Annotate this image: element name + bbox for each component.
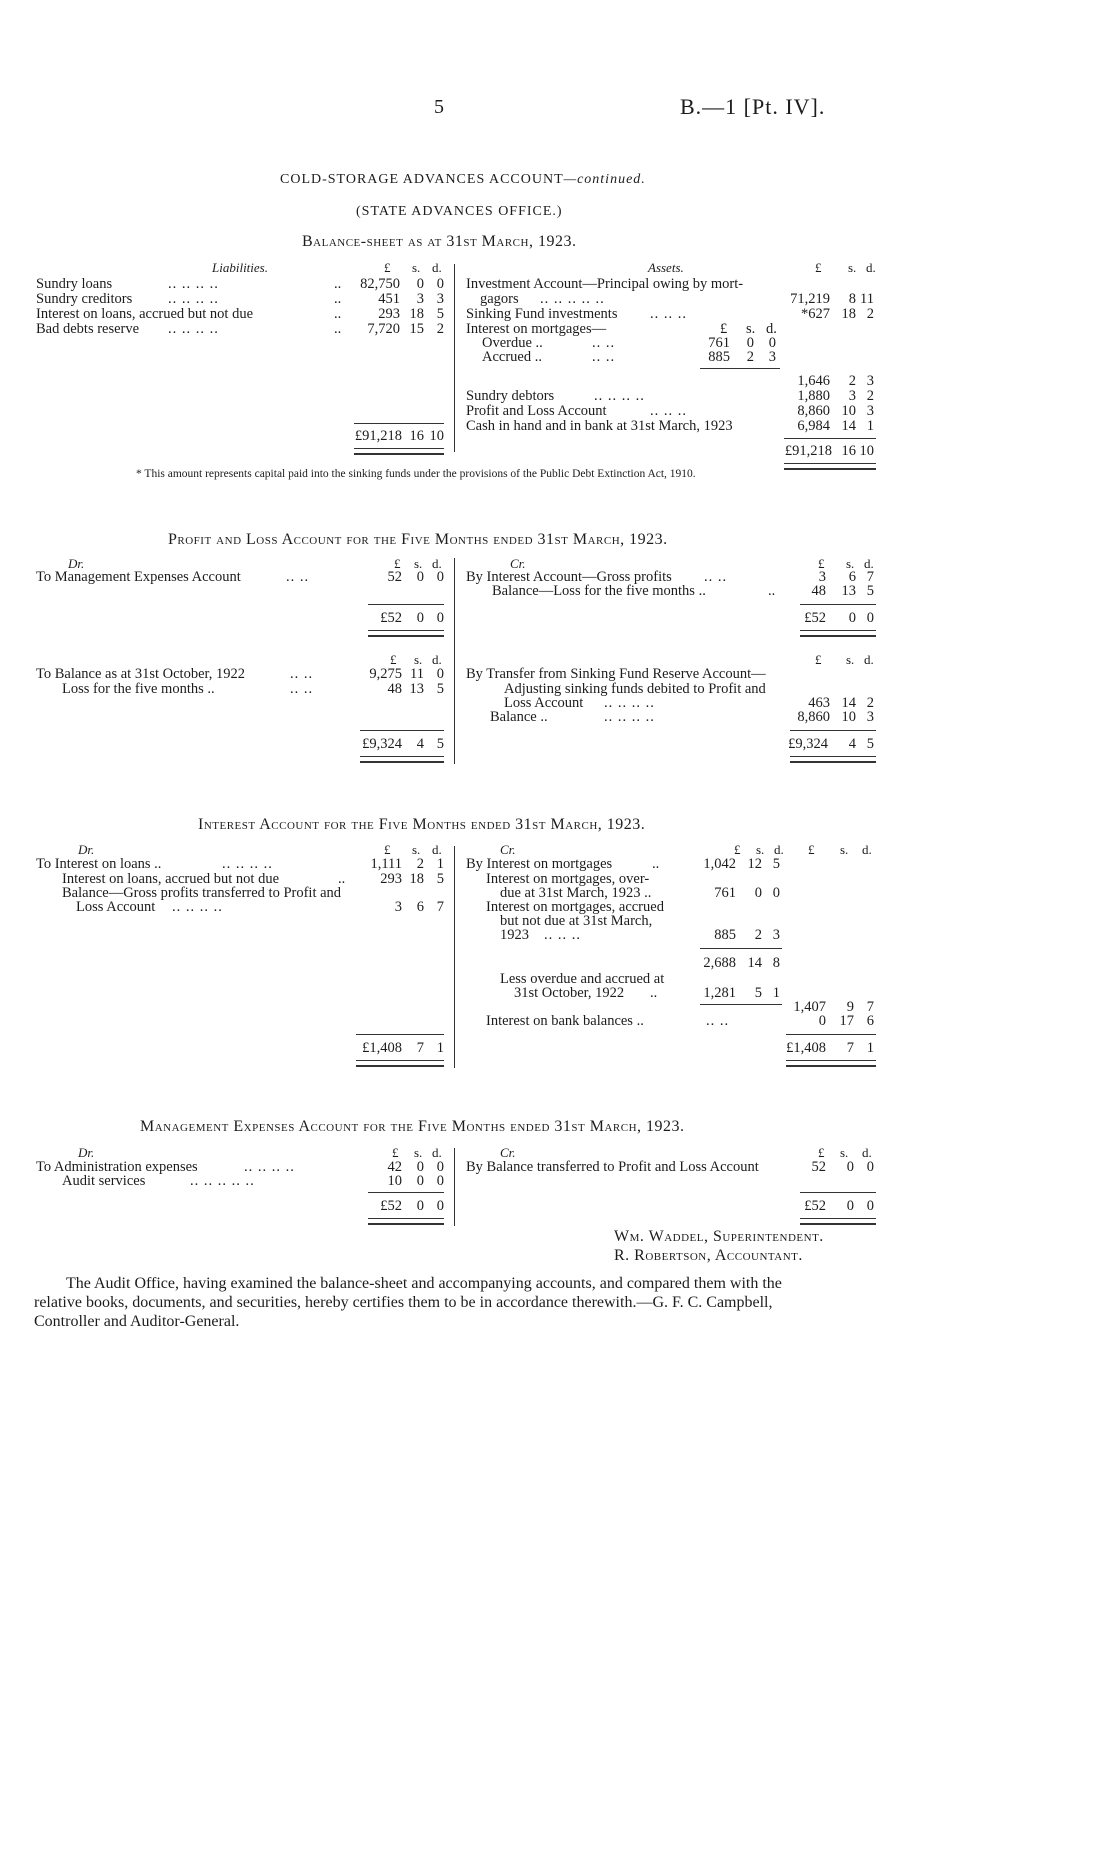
audit-line-3: Controller and Auditor-General. [34, 1313, 240, 1330]
pence-value: 2 [436, 321, 444, 337]
leader-dots: .. .. [286, 569, 310, 585]
audit-line-2: relative books, documents, and securities, hereby certifies them to be in accordance therewith.—G. F. C. Campbell, [34, 1294, 773, 1311]
credit-entry-label: Interest on bank balances .. [486, 1013, 644, 1029]
leader-dots: .. .. [290, 681, 314, 697]
leader-dots: .. .. [592, 335, 616, 351]
total-rule [354, 423, 444, 424]
liability-label: Sundry creditors [36, 291, 133, 307]
asset-investment-line1: Investment Account—Principal owing by mort- [466, 276, 744, 292]
leader-dots: .. .. .. .. [222, 856, 273, 872]
leader-dots: .. [334, 276, 342, 292]
money-head-shillings: s. [846, 652, 855, 667]
leader-dots: .. .. .. [650, 403, 687, 419]
pounds-value: 2,688 [703, 955, 736, 971]
pence-value: 2 [866, 306, 874, 322]
double-rule [360, 756, 444, 763]
shillings-value: 14 [841, 695, 856, 711]
money-head-pounds: £ [815, 652, 822, 667]
money-head-pounds: £ [390, 652, 397, 667]
leader-dots: .. [652, 856, 660, 872]
debit-heading: Dr. [78, 1145, 95, 1160]
leader-dots: .. .. .. .. [172, 899, 223, 915]
pounds-value: 293 [380, 871, 402, 887]
pence-value: 5 [436, 306, 444, 322]
pounds-value: 82,750 [360, 276, 400, 292]
pence-value: 5 [436, 681, 444, 697]
shillings-value: 0 [846, 1159, 854, 1175]
sub-head-pounds: £ [720, 321, 728, 337]
money-head-pence: d. [432, 652, 442, 667]
pence-value: 0 [768, 335, 776, 351]
pence-value: 0 [436, 569, 444, 585]
asset-sinking-label: Sinking Fund investments [466, 306, 618, 322]
shillings-value: 0 [746, 335, 754, 351]
leader-dots: .. [334, 321, 342, 337]
credit-entry-label: By Interest on mortgages [466, 856, 613, 872]
shillings-value: 10 [841, 709, 856, 725]
double-rule [368, 630, 444, 637]
debit-entry-label: To Management Expenses Account [36, 569, 241, 585]
asset-accrued-label: Accrued .. [482, 349, 542, 365]
credit-total-pounds: £1,408 [786, 1040, 826, 1056]
debit-total-shillings: 7 [416, 1040, 424, 1056]
assets-heading: Assets. [648, 260, 684, 275]
page-number: 5 [434, 96, 444, 118]
debit-entry-label: Audit services [62, 1173, 146, 1189]
shillings-value: 15 [409, 321, 424, 337]
pounds-value: *627 [801, 306, 830, 322]
pence-value: 0 [436, 1159, 444, 1175]
cold-storage-title-suffix: —continued. [563, 172, 646, 187]
pounds-value: 463 [808, 695, 830, 711]
shillings-value: 8 [848, 291, 856, 307]
shillings-value: 0 [754, 885, 762, 901]
pence-value: 3 [768, 349, 776, 365]
assets-money-head-pence: d. [866, 260, 876, 275]
double-rule [356, 1060, 444, 1067]
debit-entry-label: Interest on loans, accrued but not due [62, 871, 280, 887]
liability-label: Interest on loans, accrued but not due [36, 306, 254, 322]
shillings-value: 6 [416, 899, 424, 915]
debit-entry-label: Loss Account [76, 899, 156, 915]
pounds-value: 42 [387, 1159, 402, 1175]
shillings-value: 0 [416, 1159, 424, 1175]
pounds-value: 761 [714, 885, 736, 901]
pounds-value: 761 [708, 335, 730, 351]
balance-sheet-title: Balance-sheet as at 31st March, 1923. [302, 233, 577, 250]
footnote: * This amount represents capital paid into the sinking funds under the provisions of the Public Debt Extinction Act, 1910. [136, 468, 696, 480]
shillings-value: 0 [416, 1173, 424, 1189]
pounds-value: 451 [378, 291, 400, 307]
pounds-value: 9,275 [369, 666, 402, 682]
double-rule [786, 1060, 876, 1067]
asset-pl-label: Profit and Loss Account [466, 403, 607, 419]
pounds-value: 1,111 [370, 856, 402, 872]
liabilities-total-pence: 10 [429, 428, 444, 444]
money-head-shillings: s. [846, 556, 855, 571]
subtotal-rule [700, 1004, 782, 1005]
shillings-value: 13 [841, 583, 856, 599]
interest-title: Interest Account for the Five Months ended 31st March, 1923. [198, 816, 646, 833]
assets-money-head-pounds: £ [815, 260, 822, 275]
credit-entry-label: but not due at 31st March, [500, 913, 653, 929]
pounds-value: 3 [818, 569, 826, 585]
asset-debtors-label: Sundry debtors [466, 388, 555, 404]
money-head-pounds: £ [734, 842, 741, 857]
assets-money-head-shillings: s. [848, 260, 857, 275]
leader-dots: .. .. .. .. [604, 709, 655, 725]
pounds-value: 52 [387, 569, 402, 585]
cold-storage-title: COLD-STORAGE ADVANCES ACCOUNT [280, 172, 564, 187]
column-divider [454, 846, 455, 1068]
money-head-shillings: s. [414, 652, 423, 667]
asset-overdue-label: Overdue .. [482, 335, 543, 351]
debit-total-pounds: £9,324 [362, 736, 402, 752]
debit-entry-label: Balance—Gross profits transferred to Profit and [62, 885, 342, 901]
double-rule [784, 463, 876, 470]
credit-entry-label: By Interest Account—Gross profits [466, 569, 672, 585]
total-rule [800, 604, 876, 605]
total-rule [368, 1192, 444, 1193]
pounds-value: 7,720 [367, 321, 400, 337]
leader-dots: .. [334, 306, 342, 322]
total-rule [790, 730, 876, 731]
credit-total-pence: 5 [866, 736, 874, 752]
shillings-value: 13 [409, 681, 424, 697]
debit-total-pence: 1 [436, 1040, 444, 1056]
signature-superintendent: Wm. Waddel, Superintendent. [614, 1228, 824, 1245]
leader-dots: .. .. .. .. .. [540, 291, 605, 307]
double-rule [368, 1218, 444, 1225]
total-rule [784, 438, 876, 439]
leader-dots: .. .. .. .. [168, 291, 219, 307]
pounds-value: 8,860 [797, 709, 830, 725]
money-head-pence: d. [864, 556, 874, 571]
leader-dots: .. .. .. .. [168, 321, 219, 337]
money-head-shillings: s. [412, 842, 421, 857]
shillings-value: 2 [746, 349, 754, 365]
shillings-value: 5 [754, 985, 762, 1001]
pence-value: 5 [866, 583, 874, 599]
leader-dots: .. .. [592, 349, 616, 365]
money-head-pence: d. [432, 842, 442, 857]
pounds-value: 71,219 [790, 291, 830, 307]
leader-dots: .. .. .. .. [604, 695, 655, 711]
double-rule [354, 448, 444, 455]
leader-dots: .. [768, 583, 776, 599]
credit-entry-label: Interest on mortgages, over- [486, 871, 650, 887]
liability-label: Bad debts reserve [36, 321, 140, 337]
money-head-pounds: £ [818, 1145, 825, 1160]
pounds-value: 0 [818, 1013, 826, 1029]
pence-value: 3 [436, 291, 444, 307]
leader-dots: .. [650, 985, 658, 1001]
pence-value: 1 [772, 985, 780, 1001]
shillings-value: 14 [747, 955, 762, 971]
credit-total-shillings: 7 [846, 1040, 854, 1056]
pence-value: 0 [772, 885, 780, 901]
leader-dots: .. .. [706, 1013, 730, 1029]
pounds-value: 1,880 [797, 388, 830, 404]
audit-line-1: The Audit Office, having examined the balance-sheet and accompanying accounts, and compared them with the [66, 1275, 782, 1292]
money-head-shillings: s. [412, 260, 421, 275]
money-head-pence: d. [862, 842, 872, 857]
liabilities-total-pounds: £91,218 [354, 428, 402, 444]
shillings-value: 10 [841, 403, 856, 419]
credit-entry-label: Balance .. [490, 709, 548, 725]
double-rule [790, 756, 876, 763]
pounds-value: 3 [394, 899, 402, 915]
shillings-value: 9 [846, 999, 854, 1015]
money-head-pounds: £ [808, 842, 815, 857]
credit-total-pounds: £52 [804, 1198, 826, 1214]
section-subtitle: (STATE ADVANCES OFFICE.) [356, 204, 563, 219]
pounds-value: 52 [811, 1159, 826, 1175]
pence-value: 3 [772, 927, 780, 943]
pence-value: 3 [866, 373, 874, 389]
shillings-value: 18 [409, 871, 424, 887]
credit-entry-label: Interest on mortgages, accrued [486, 899, 664, 915]
debit-total-pounds: £52 [380, 1198, 402, 1214]
money-head-shillings: s. [840, 842, 849, 857]
pence-value: 11 [860, 291, 874, 307]
leader-dots: .. .. .. .. .. [190, 1173, 255, 1189]
debit-total-pence: 0 [436, 1198, 444, 1214]
column-divider [454, 264, 455, 452]
pence-value: 3 [866, 709, 874, 725]
leader-dots: .. .. .. .. [594, 388, 645, 404]
total-rule [368, 604, 444, 605]
total-rule [786, 1034, 876, 1035]
pounds-value: 1,646 [797, 373, 830, 389]
credit-total-shillings: 0 [846, 1198, 854, 1214]
pence-value: 3 [866, 403, 874, 419]
leader-dots: .. .. .. .. [168, 276, 219, 292]
money-head-pounds: £ [384, 842, 391, 857]
leader-dots: .. [338, 871, 346, 887]
debit-total-shillings: 0 [416, 1198, 424, 1214]
pounds-value: 293 [378, 306, 400, 322]
assets-total-pence: 10 [859, 443, 874, 459]
debit-total-shillings: 4 [416, 736, 424, 752]
money-head-pence: d. [432, 1145, 442, 1160]
shillings-value: 11 [410, 666, 424, 682]
pounds-value: 885 [708, 349, 730, 365]
credit-entry-label: Loss Account [504, 695, 584, 711]
leader-dots: .. .. .. [650, 306, 687, 322]
asset-investment-line2: gagors [480, 291, 519, 307]
shillings-value: 3 [416, 291, 424, 307]
shillings-value: 6 [848, 569, 856, 585]
pence-value: 0 [436, 666, 444, 682]
sub-head-shillings: s. [746, 321, 756, 337]
pounds-value: 1,407 [793, 999, 826, 1015]
credit-entry-label: 1923 [500, 927, 529, 943]
credit-total-pounds: £52 [804, 610, 826, 626]
credit-entry-label: By Transfer from Sinking Fund Reserve Account— [466, 666, 766, 682]
total-rule [356, 1034, 444, 1035]
money-head-pounds: £ [384, 260, 391, 275]
column-divider [454, 558, 455, 764]
assets-total-shillings: 16 [841, 443, 856, 459]
pence-value: 2 [866, 695, 874, 711]
credit-entry-label: 31st October, 1922 [514, 985, 625, 1001]
pounds-value: 1,281 [703, 985, 736, 1001]
column-divider [454, 1148, 455, 1226]
credit-heading: Cr. [500, 1145, 516, 1160]
shillings-value: 0 [416, 569, 424, 585]
shillings-value: 17 [839, 1013, 854, 1029]
shillings-value: 14 [841, 418, 856, 434]
total-rule [360, 730, 444, 731]
credit-entry-label: Less overdue and accrued at [500, 971, 665, 987]
pence-value: 7 [866, 999, 874, 1015]
debit-heading: Dr. [78, 842, 95, 857]
shillings-value: 18 [841, 306, 856, 322]
total-rule [800, 1192, 876, 1193]
credit-heading: Cr. [510, 556, 526, 571]
pence-value: 2 [866, 388, 874, 404]
debit-total-pounds: £1,408 [362, 1040, 402, 1056]
shillings-value: 2 [848, 373, 856, 389]
debit-total-pence: 5 [436, 736, 444, 752]
debit-heading: Dr. [68, 556, 85, 571]
leader-dots: .. .. [290, 666, 314, 682]
liabilities-total-shillings: 16 [409, 428, 424, 444]
profit-loss-title: Profit and Loss Account for the Five Months ended 31st March, 1923. [168, 531, 668, 548]
subtotal-rule [700, 368, 780, 369]
money-head-pence: d. [862, 1145, 872, 1160]
pence-value: 8 [772, 955, 780, 971]
asset-cash-label: Cash in hand and in bank at 31st March, 1923 [466, 418, 733, 434]
shillings-value: 2 [416, 856, 424, 872]
asset-interest-label: Interest on mortgages— [466, 321, 607, 337]
money-head-pence: d. [432, 260, 442, 275]
double-rule [800, 1218, 876, 1225]
pence-value: 1 [436, 856, 444, 872]
pounds-value: 48 [387, 681, 402, 697]
double-rule [800, 630, 876, 637]
credit-entry-label: Adjusting sinking funds debited to Profit and [504, 681, 766, 697]
money-head-pence: d. [864, 652, 874, 667]
credit-total-pence: 0 [866, 610, 874, 626]
debit-entry-label: To Interest on loans .. [36, 856, 162, 872]
credit-entry-label: By Balance transferred to Profit and Loss Account [466, 1159, 759, 1175]
management-title: Management Expenses Account for the Five Months ended 31st March, 1923. [140, 1118, 685, 1135]
pounds-value: 885 [714, 927, 736, 943]
pence-value: 1 [866, 418, 874, 434]
signature-accountant: R. Robertson, Accountant. [614, 1247, 803, 1264]
sub-head-pence: d. [766, 321, 777, 337]
money-head-shillings: s. [414, 1145, 423, 1160]
assets-total-pounds: £91,218 [784, 443, 832, 459]
pounds-value: 1,042 [703, 856, 736, 872]
credit-total-pence: 0 [866, 1198, 874, 1214]
money-head-pence: d. [432, 556, 442, 571]
pence-value: 6 [866, 1013, 874, 1029]
pounds-value: 10 [387, 1173, 402, 1189]
credit-heading: Cr. [500, 842, 516, 857]
debit-entry-label: Loss for the five months .. [62, 681, 215, 697]
pence-value: 5 [772, 856, 780, 872]
shillings-value: 3 [848, 388, 856, 404]
money-head-shillings: s. [840, 1145, 849, 1160]
pence-value: 7 [436, 899, 444, 915]
pence-value: 0 [866, 1159, 874, 1175]
money-head-pounds: £ [392, 1145, 399, 1160]
shillings-value: 0 [416, 276, 424, 292]
money-head-shillings: s. [414, 556, 423, 571]
money-head-shillings: s. [756, 842, 765, 857]
leader-dots: .. .. .. [544, 927, 581, 943]
shillings-value: 12 [747, 856, 762, 872]
pence-value: 0 [436, 276, 444, 292]
credit-total-shillings: 0 [848, 610, 856, 626]
credit-entry-label: due at 31st March, 1923 .. [500, 885, 652, 901]
subtotal-rule [700, 948, 782, 949]
debit-entry-label: To Administration expenses [36, 1159, 198, 1175]
credit-total-pounds: £9,324 [788, 736, 828, 752]
pounds-value: 8,860 [797, 403, 830, 419]
pence-value: 5 [436, 871, 444, 887]
shillings-value: 18 [409, 306, 424, 322]
shillings-value: 2 [754, 927, 762, 943]
credit-total-pence: 1 [866, 1040, 874, 1056]
debit-total-shillings: 0 [416, 610, 424, 626]
pence-value: 0 [436, 1173, 444, 1189]
debit-total-pounds: £52 [380, 610, 402, 626]
pounds-value: 6,984 [797, 418, 830, 434]
debit-entry-label: To Balance as at 31st October, 1922 [36, 666, 245, 682]
debit-total-pence: 0 [436, 610, 444, 626]
document-reference: B.—1 [Pt. IV]. [680, 94, 826, 119]
leader-dots: .. [334, 291, 342, 307]
money-head-pounds: £ [818, 556, 825, 571]
liability-label: Sundry loans [36, 276, 113, 292]
credit-entry-label: Balance—Loss for the five months .. [492, 583, 706, 599]
liabilities-heading: Liabilities. [212, 260, 268, 275]
pence-value: 7 [866, 569, 874, 585]
money-head-pence: d. [774, 842, 784, 857]
section-title [280, 172, 646, 188]
leader-dots: .. .. [704, 569, 728, 585]
leader-dots: .. .. .. .. [244, 1159, 295, 1175]
money-head-pounds: £ [394, 556, 401, 571]
credit-total-shillings: 4 [848, 736, 856, 752]
pounds-value: 48 [811, 583, 826, 599]
